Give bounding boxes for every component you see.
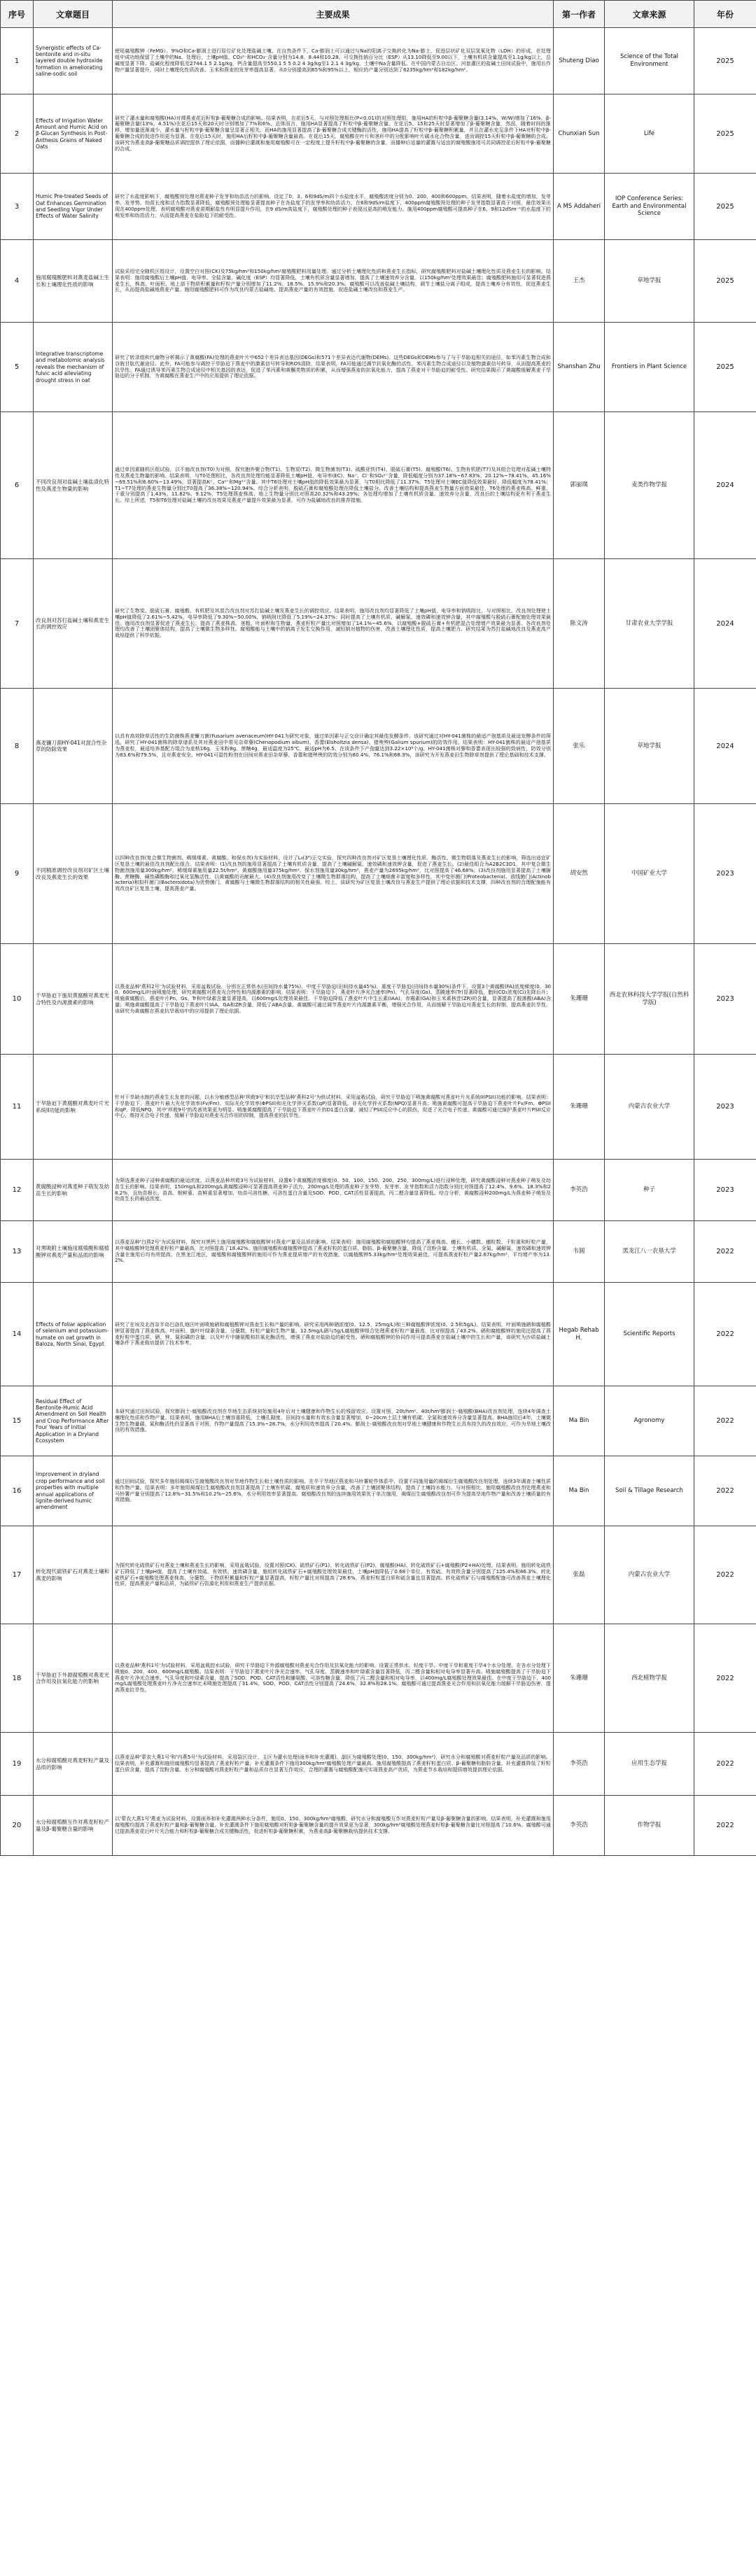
cell-journal: 麦类作物学报	[605, 412, 694, 559]
cell-no: 1	[1, 28, 34, 94]
cell-result: 以四种改良剂(复合微生物菌剂、稀缀煤素、黄腐酸、和保水剂)为实验材料，设计了L₉(3⁴)正交实验，探究四种改良剂对矿区复垦土壤理化性质、酶活性、微生物群落及燕麦生长的影响，筛选出适宜矿区复垦土壤的最佳改良剂配比组合。结果表明：(1)改良剂的施用显著提高了土壤有机质含量，提高了土壤碱解氮、速效磷和速效钾含量，促进了燕麦生长。(2)最佳组合为A2B2C3D1，其中复合微生物菌剂施用量300kg/hm²、稀缀煤素施用量22.5t/hm²、黄腐酸施用量375kg/hm²、保水剂施用量30kg/hm²，燕麦产量为2695kg/hm²，比对照提高了46.68%。(3)改良剂施用显著提高了土壤脲酶、蔗糖酶、碱性磷酸酶和过氧化氢酶活性，以黄腐酸的贡献最大。(4)改良剂施用改变了土壤微生物群落结构，提高了土壤细菌丰富度和多样性，其中变形菌门(Proteobacteria)、放线菌门(Actinobacteria)和拟杆菌门(Bacteroidota)为优势菌门，黄腐酸与土壤微生物群落结构的相关性最强。综上，该研究为矿区复垦土壤改良与燕麦生产提供了理论依据和技术支撑，四种改良剂的合理配施能有效改良矿区复垦土壤，提高燕麦产量。	[113, 804, 554, 944]
table-row	[1, 94, 756, 174]
cell-year: 2024	[694, 412, 756, 559]
cell-no: 11	[1, 1055, 34, 1160]
cell-title: 燕麦镰刀菌HY-041对混合性杂草的防除效果	[34, 689, 113, 804]
cell-author: 李英浩	[554, 1733, 605, 1796]
cell-result: 以'蒙农大燕1号'燕麦为试验材料，设置雨养和补充灌溉两种水分条件，施用0、150、300kg/hm²腐殖酸，研究水分和腐殖酸互作对燕麦籽粒产量及β-葡聚糖含量的影响。结果表明，补充灌溉和施用腐殖酸均提高了燕麦籽粒产量和β-葡聚糖含量，补充灌溉条件下施用腐殖酸对籽粒β-葡聚糖含量的提升效果更为显著，300kg/hm²腐殖酸处理燕麦籽粒β-葡聚糖含量比对照提高了10.6%。腐殖酸可通过提高燕麦花后叶片光合能力和籽粒β-葡聚糖合成关键酶活性，促进籽粒β-葡聚糖积累，为燕麦高β-葡聚糖栽培提供技术支撑。	[113, 1796, 554, 1856]
cell-title: 干旱胁迫下施用黄腐酸对燕麦光合特性及内源激素的影响	[34, 944, 113, 1055]
cell-result: 以燕麦品种'蒙农大燕1号'和'内燕5号'为试验材料，采用裂区设计，主区为灌水处理(雨养和补充灌溉)，副区为腐殖酸处理(0、150、300kg/hm²)，研究水分和腐殖酸对燕麦籽粒产量及品质的影响。结果表明，补充灌溉和施用腐殖酸均显著提高了燕麦籽粒产量，补充灌溉条件下施用300kg/hm²腐殖酸处理产量最高。施用腐殖酸提高了燕麦籽粒蛋白质、β-葡聚糖和脂肪含量，补充灌溉降低了籽粒蛋白质含量，提高了淀粉含量。水分和腐殖酸对燕麦籽粒产量和品质存在显著互作效应，合理的灌溉与腐殖酸配施可实现燕麦高产优质，为燕麦节水栽培和提质增效提供理论依据。	[113, 1733, 554, 1796]
cell-journal: Scientific Reports	[605, 1283, 694, 1386]
cell-no: 17	[1, 1526, 34, 1624]
cell-title: Improvement in dryland crop performance and soil properties with multiple annual applications of lignite-derived humic amendment	[34, 1456, 113, 1526]
table-header-row	[1, 1, 756, 28]
cell-journal: 作物学报	[605, 1796, 694, 1856]
table-row	[1, 1283, 756, 1386]
table-row	[1, 559, 756, 689]
cell-author: 张乐	[554, 689, 605, 804]
cell-year: 2024	[694, 689, 756, 804]
header-author: 第一作者	[554, 1, 605, 28]
cell-year: 2022	[694, 1386, 756, 1456]
table-row	[1, 944, 756, 1055]
cell-year: 2023	[694, 804, 756, 944]
cell-journal: 草地学报	[605, 689, 694, 804]
cell-year: 2022	[694, 1624, 756, 1733]
cell-year: 2023	[694, 1160, 756, 1221]
cell-title: 转化现代硫铁矿石对燕麦土壤和燕麦的影响	[34, 1526, 113, 1624]
table-row	[1, 240, 756, 323]
cell-journal: 中国矿业大学	[605, 804, 694, 944]
cell-year: 2023	[694, 1055, 756, 1160]
cell-no: 3	[1, 174, 34, 240]
cell-year: 2022	[694, 1221, 756, 1283]
cell-title: 黄腐酸浸种对燕麦种子萌发及幼苗生长的影响	[34, 1160, 113, 1221]
cell-no: 12	[1, 1160, 34, 1221]
cell-title: Residual Effect of Bentonite-Humic Acid Amendment on Soil Health and Crop Performance After Four Years of Initial Application in a Dryland Ecosystem	[34, 1386, 113, 1456]
table-row	[1, 1456, 756, 1526]
cell-journal: 西北农林科技大学学报(自然科学版)	[605, 944, 694, 1055]
cell-author: A MS Addaheri	[554, 174, 605, 240]
cell-author: 胡安然	[554, 804, 605, 944]
header-year: 年份	[694, 1, 756, 28]
cell-no: 4	[1, 240, 34, 323]
cell-no: 6	[1, 412, 34, 559]
cell-result: 研究了灌水量和腐殖酸(HA)对裸燕麦花后籽粒β-葡聚糖合成的影响。结果表明，在花后5天，与对照处理相比(P<0.01)的对照处理组，施用HA的籽粒中β-葡聚糖含量(3.14%，W/W)增加了16%，β-葡聚糖含量(13%、4.51%)在花后15天和20天时分别增加了7%和6%，总体而言，施用HA显著提高了籽粒中β-葡聚糖含量。在花后5、15和25天时显著增加了β-葡聚糖含量，然而，随着时间的推移，增加量逐渐减少，灌水量与籽粒中β-葡聚糖含量呈显著正相关，而HA的施用显著提高了β-葡聚糖合成关键酶的活性，施用HA提高了籽粒中β-葡聚糖积累量，并且在灌水充足条件下HA对籽粒中β-葡聚糖合成的促进作用更为显著。在花后15天时，施用HA后籽粒中β-葡聚糖含量最高。在花后15天，腐殖酸在叶片和茎秆中的分配影响叶片碳水化合物含量，进而调控15天籽粒中β-葡聚糖的合成。该研究为燕麦高β-葡聚糖品质调控提供了理论依据，而播种后灌溉和施用腐殖酸可在一定程度上提升籽粒中β-葡聚糖的含量，而播种后适量的灌溉与适宜的腐殖酸施用可共同调控花后籽粒中β-葡聚糖的合成。	[113, 94, 554, 174]
cell-title: 水分和腐殖酸对燕麦籽粒产量及品质的影响	[34, 1733, 113, 1796]
cell-title: 对黑吸附土壤施用腐殖酸和腐植酸钾对燕麦产量和品质的影响	[34, 1221, 113, 1283]
cell-author: Shanshan Zhu	[554, 323, 605, 412]
cell-year: 2022	[694, 1456, 756, 1526]
cell-result: 本研究通过田间试验，探究膨润土-腐殖酸改良剂在旱地生态系统初始施用4年后对土壤健康和作物生长的残留效应。设置对照、20t/hm²、40t/hm²膨润土-腐殖酸(BHA)改良剂处理，连续4年调查土壤理化性质和作物产量。结果表明，施用BHA后土壤容重降低，土壤孔隙度、田间持水量和有效水含量显著增加，0~20cm土层土壤有机碳、全氮和速效养分含量显著提高。BHA施用后4年，土壤微生物生物量碳、氮和酶活性仍显著高于对照，作物产量提高了15.3%~28.7%，水分利用效率提高了20.4%。膨润土-腐殖酸改良剂对旱地土壤健康和作物生长具有持久的改良效应，可作为旱地土壤改良的有效措施。	[113, 1386, 554, 1456]
cell-no: 16	[1, 1456, 34, 1526]
cell-year: 2025	[694, 94, 756, 174]
table-row	[1, 1526, 756, 1624]
cell-result: 通过单因素随机区组试验，以不施改良剂(T0)为对照，探究胞外聚合物(T1)、生物炭(T2)、微生物菌剂(T3)、硫酸亚铁(T4)、脱硫石膏(T5)、腐殖酸(T6)、生物有机肥(T7)及其组合处理对盐碱土壤特性及燕麦生物量的影响。结果表明，与T0处理相比，各改良剂处理均能显著降低土壤pH值、电导率(EC)、Na⁺、Cl⁻和SO₄²⁻含量，降低幅度分别为37.18%~67.83%、20.12%~78.41%、45.16%~69.51%和6.60%~13.49%，显著提高K⁺、Ca²⁺和Mg²⁺含量。其中T6处理对土壤pH值的降低效果最为显著，与T0相比降低了11.37%，T5处理对土壤EC值降低效果最好，降低幅度为78.41%；T1~T7处理的燕麦生物量分别比T0提高了36.38%~120.94%。综合分析表明，脱硫石膏和腐殖酸处理在降低土壤盐分、改善土壤结构和提高燕麦生物量方面效果最佳，T6处理的燕麦株高、鲜重、干重分别提高了1.43%、11.82%、9.12%，T5处理燕麦株高、地上生物量分别比对照高20.32%和43.29%；各处理均增加了土壤有机质含量、速效养分含量，改良后的土壤结构更有利于燕麦生长。综上所述，T5和T6处理对盐碱土壤的改良效果及燕麦产量提升效果最为显著，可作为盐碱地改良的推荐措施。	[113, 412, 554, 559]
cell-author: 李英浩	[554, 1796, 605, 1856]
cell-journal: 内蒙古农业大学	[605, 1526, 694, 1624]
cell-year: 2022	[694, 1283, 756, 1386]
cell-author: 李英浩	[554, 1160, 605, 1221]
header-no: 序号	[1, 1, 34, 28]
table-row	[1, 412, 756, 559]
cell-year: 2025	[694, 240, 756, 323]
cell-no: 15	[1, 1386, 34, 1456]
cell-result: 研究了水盐度影响下，腐殖酸预处理对燕麦种子发芽和幼苗活力的影响。设定了0、3、6和9dS/m四个水盐度水平，腐殖酸浓度分别为0、200、400和600ppm。结果表明，随着水盐度的增加，发芽率、发芽势、幼苗长度和活力指数显著降低，腐殖酸预处理能显著提高种子在各盐度下的发芽率和幼苗活力。在6和9dS/m盐度下，400ppm腐殖酸预处理的种子发芽指数显著高于对照，最佳效果出现在400ppm处理，表明腐殖酸对燕麦苗期耐盐性有明显提升作用，在9 dS/m高盐度下，腐殖酸处理的种子表现出更高的萌发能力。施用400ppm腐殖酸可提高种子在6、9和12dSm⁻¹的水盐度下的萌发率和幼苗活力，从而提高燕麦在盐胁迫下的耐受性。	[113, 174, 554, 240]
table-row	[1, 1796, 756, 1856]
cell-result: 使用腐殖酸钾（FeMG）、9%O和Ca-膨润土进行原位矿化处理盐碱土壤。在自然条件下，Ca-膨润土可以通过与Na的阳离子交换转化为Na-膨土，促进层状矿化双层氢氧化物（LDH）的形成，在处理组中成功地保留了土壤中的Na。处理后，土壤pH值、CO₃²⁻和HCO₃⁻含量分别为14.8、8.44和10.28、可交换性钠百分比（ESP）从13.10降低至9.00以下，土壤有机质含量提高至1.1g/kg以上，总碱度显著下降。盐碱化程度降低至2744.1 5 2.1g/kg，钙含量提高至550.1 5 5 0.2 4 3g/kg至1 2.1 4 3g/kg，土壤中Na含量降低。在中国内蒙古自治区、河套灌区的盐碱土田间试验中，施用后作物产量显著提升，同时土壤理化性质改善。玉米和燕麦的发芽率提高显著，从0分别提高到65%和95%以上，相应的产量分别达到了6235kg/hm²和182kg/hm²。	[113, 28, 554, 94]
cell-no: 14	[1, 1283, 34, 1386]
cell-title: Effects of Irrigation Water Amount and Humic Acid on β-Glucan Synthesis in Post-Anthesis Grains of Naked Oats	[34, 94, 113, 174]
cell-author: Shuteng Diao	[554, 28, 605, 94]
cell-no: 7	[1, 559, 34, 689]
cell-author: 朱珊珊	[554, 944, 605, 1055]
cell-no: 10	[1, 944, 34, 1055]
cell-no: 18	[1, 1624, 34, 1733]
table-row	[1, 1733, 756, 1796]
table-row	[1, 689, 756, 804]
cell-author: Hegab Rehab H.	[554, 1283, 605, 1386]
cell-year: 2022	[694, 1733, 756, 1796]
header-title: 文章题目	[34, 1, 113, 28]
cell-year: 2023	[694, 944, 756, 1055]
cell-author: 韦圆	[554, 1221, 605, 1283]
cell-journal: 种子	[605, 1160, 694, 1221]
cell-result: 通过田间试验，探究多年施用褐煤衍生腐殖酸改良剂对旱地作物生长和土壤性质的影响。在半干旱地区燕麦和马铃薯轮作体系中，设置不同施用量的褐煤衍生腐殖酸改良剂处理，连续3年调查土壤性质和作物产量。结果表明：多年施用褐煤衍生腐殖酸改良剂显著提高了土壤有机碳、腐殖质和速效养分含量，改善了土壤团聚体结构，提高了土壤持水能力。与对照相比，施用腐殖酸改良剂处理燕麦和马铃薯产量分别提高了12.8%~31.5%和10.2%~25.6%，水分利用效率显著提高。腐殖酸改良剂的连续施用效果优于单次施用，褐煤衍生腐殖酸改良剂可作为提高旱地作物产量和改善土壤质量的有效措施。	[113, 1456, 554, 1526]
cell-result: 研究了生物炭、脱硫石膏、腐殖酸、有机肥及其混合改良剂对苏打盐碱土壤及燕麦生长的调控效应。结果表明，施用改良剂均显著降低了土壤pH值、电导率和钠吸附比，与对照相比，改良剂处理使土壤pH值降低了2.61%~5.42%，电导率降低了9.30%~50.00%，钠吸附比降低了5.19%~24.37%；同时提高了土壤有机质、碱解氮、速效磷和速效钾含量，其中腐殖酸与脱硫石膏配施处理效果最佳。施用改良剂显著促进了燕麦生长，提高了燕麦株高、茎粗、叶面积和生物量，燕麦籽粒产量比对照增加了14.1%~45.6%，以腐殖酸+脱硫石膏+有机肥混合处理增产效果最为显著。各改良剂处理均改善了土壤团聚体结构，提高了土壤微生物多样性。腐殖酸能与土壤中的钠离子发生交换作用，减轻钠对植物的伤害，改善土壤理化性质，提高土壤肥力。研究结果为苏打盐碱地改良及燕麦高产栽培提供了科学依据。	[113, 559, 554, 689]
cell-result: 为筛选燕麦种子浸种黄腐酸的最适浓度，以燕麦品种坝莜3号为试验材料，设置6个黄腐酸浓度梯度(0、50、100、150、200、250、300mg/L)进行浸种处理，研究黄腐酸浸种对燕麦种子萌发及幼苗生长的影响。结果表明，150mg/L和200mg/L黄腐酸浸种可显著提高燕麦种子活力，200mg/L处理的燕麦种子发芽势、发芽率、发芽指数和活力指数分别比对照提高了12.4%、9.6%、18.3%和28.2%，且幼苗根长、苗高、根鲜重、苗鲜重显著增加，幼苗可溶性糖、可溶性蛋白含量及SOD、POD、CAT活性显著提高，丙二醛含量显著降低。综合分析，黄腐酸浸种200mg/L为燕麦种子萌发及幼苗生长的最适浓度。	[113, 1160, 554, 1221]
table-row	[1, 1624, 756, 1733]
cell-author: Chunxian Sun	[554, 94, 605, 174]
cell-result: 为探究转化硫铁矿石对燕麦土壤和燕麦生长的影响，采用盆栽试验，设置对照(CK)、硫铁矿石(P1)、转化硫铁矿石(P2)、腐殖酸(HA)、转化硫铁矿石+腐殖酸(P2+HA)处理。结果表明，施用转化硫铁矿石降低了土壤pH值，提高了土壤有效硫、有效铁、速效磷含量，施用转化硫铁矿石+腐殖酸处理效果最佳，土壤pH值降低了0.68个单位，有效硫、有效铁含量分别提高了125.4%和86.3%。转化硫铁矿石+腐殖酸处理燕麦株高、分蘖数、干物质积累量和籽粒产量显著提高，籽粒产量比对照提高了28.6%，燕麦籽粒蛋白质和硫含量也显著提高。转化硫铁矿石与腐殖酸配施可改善燕麦土壤理化性质，提高燕麦产量和品质，为硫铁矿石资源化利用和燕麦生产提供依据。	[113, 1526, 554, 1624]
cell-journal: IOP Conference Series: Earth and Environmental Science	[605, 174, 694, 240]
cell-title: Effects of foliar application of selenium and potassium-humate on oat growth in Baloza, North Sinai, Egypt	[34, 1283, 113, 1386]
table-row	[1, 323, 756, 412]
cell-journal: Science of the Total Environment	[605, 28, 694, 94]
table-row	[1, 174, 756, 240]
cell-no: 2	[1, 94, 34, 174]
cell-journal: Soil & Tillage Research	[605, 1456, 694, 1526]
cell-result: 以具有高效除草活性的生防菌株燕麦镰刀菌(Fusarium avenaceum)HY-041为研究对象，通过单因素与正交设计确定其最佳发酵条件。该研究通过对HY-041菌株的最适产孢基质及最适发酵条件的筛选，研究了HY-041菌株的除草谱系及其对燕麦田中常见杂草藜(Chenopodium album)、香薷(Elsholtzia densa)、猪殃殃(Galium spurium)的防效作用。结果表明：HY-041菌株的最适产孢基质为燕麦粒，最适培养基配方组合为麦麸16g、玉米粉8g、蔗糖4g，最适温度为25℃，最适pH为6.5。在该条件下产孢量达到3.22×10⁸个/g。HY-041菌株对藜和香薷表现出较强的致病性，防效分别为83.6%和79.5%，且对燕麦安全。HY-041可湿性粉剂在田间对燕麦田杂草藜、香薷和猪殃殃的防效分别为80.4%、76.1%和68.3%，该研究为开发燕麦田生物除草剂提供了理论基础和技术支撑。	[113, 689, 554, 804]
cell-result: 试验采用完全随机区组设计，设置空白对照(CK)及75kg/hm²和150kg/hm²腐殖酸肥料用量处理。通过分析土壤理化性质和燕麦生长指标，研究腐殖酸肥料对盐碱土壤理化性质及燕麦生长的影响。结果表明：施用腐殖酸后土壤pH值、电导率、全盐含量、碱化度（ESP）均显著降低，土壤有机质含量显著增加，提高了土壤速效养分含量，以150kg/hm²处理效果最佳；腐殖酸肥料施用可显著促进燕麦生长，株高、叶面积、地上部干物质积累量和籽粒产量分别增加了11.2%、18.5%、15.9%和20.3%。腐殖酸可以改善盐碱土壤结构，调节土壤盐分离子组成，提高土壤养分有效性，促进燕麦生长，从而提高盐碱地燕麦产量。施用腐殖酸肥料可作为改良内蒙古盐碱地、提高燕麦产量的有效措施，促进盐碱土壤改良和燕麦生产。	[113, 240, 554, 323]
cell-title: 不同精准调控改良剂对矿区土壤改良及燕麦生长的效果	[34, 804, 113, 944]
cell-no: 5	[1, 323, 34, 412]
cell-author: Ma Bin	[554, 1456, 605, 1526]
cell-journal: 西北植物学报	[605, 1624, 694, 1733]
cell-year: 2025	[694, 28, 756, 94]
table-row	[1, 1160, 756, 1221]
cell-journal: 甘肃农业大学学报	[605, 559, 694, 689]
cell-journal: Life	[605, 94, 694, 174]
cell-title: 不同改良剂对盐碱土壤盐渍化特性及燕麦生物量的影响	[34, 412, 113, 559]
cell-journal: Frontiers in Plant Science	[605, 323, 694, 412]
cell-author: 朱珊珊	[554, 1624, 605, 1733]
cell-year: 2025	[694, 323, 756, 412]
cell-no: 19	[1, 1733, 34, 1796]
cell-no: 9	[1, 804, 34, 944]
cell-author: 张磊	[554, 1526, 605, 1624]
cell-result: 研究了在埃及北西奈半岛巴洛扎地区叶面喷施硒和腐植酸钾对燕麦生长和产量的影响。研究采用两种硒浓度(0、12.5、25mg/L)和三种腐植酸钾浓度(0、2.5和5g/L)。结果表明，叶面喷施硒和腐植酸钾显著提高了燕麦株高、叶面积、旗叶叶绿素含量、分蘖数、籽粒产量和生物产量。12.5mg/L硒与5g/L腐植酸钾组合处理燕麦籽粒产量最高，比对照提高了43.2%。硒和腐植酸钾的施用还提高了燕麦籽粒中蛋白质、硒、钾、氮和磷的含量，以及叶片中脯氨酸和抗氧化酶活性，增强了燕麦对盐胁迫的耐受性。硒和腐植酸钾的协同作用可提高燕麦在盐碱土壤中的生长和产量，该研究为沙质盐碱土壤条件下燕麦栽培提供了技术参考。	[113, 1283, 554, 1386]
cell-journal: 应用生态学报	[605, 1733, 694, 1796]
cell-result: 以燕麦品种'燕科2号'为试验材料，采用盆栽试验，分别在正常供水(田间持水量75%)、中度干旱胁迫(田间持水量45%)、重度干旱胁迫(田间持水量30%)条件下，设置3个黄腐酸(FA)浓度梯度(0、300、600mg/L)叶面喷施处理，研究黄腐酸对燕麦光合特性和内源激素的影响。结果表明：干旱胁迫下，燕麦叶片净光合速率(Pn)、气孔导度(Gs)、蒸腾速率(Tr)显著降低，胞间CO₂浓度(Ci)先降后升；喷施黄腐酸后，燕麦叶片Pn、Gs、Tr和叶绿素含量显著提高，以600mg/L处理效果最佳。干旱胁迫降低了燕麦叶片中生长素(IAA)、赤霉素(GA)和玉米素核苷(ZR)的含量，显著提高了脱落酸(ABA)含量；喷施黄腐酸提高了干旱胁迫下燕麦叶片IAA、GA和ZR含量，降低了ABA含量。黄腐酸可通过调节燕麦叶片内源激素平衡，增强光合作用，从而缓解干旱胁迫对燕麦生长的抑制，提高燕麦抗旱性，该研究为黄腐酸在燕麦抗旱栽培中的应用提供了理论依据。	[113, 944, 554, 1055]
cell-author: 王杰	[554, 240, 605, 323]
cell-no: 20	[1, 1796, 34, 1856]
cell-title: 水分和腐殖酸互作对燕麦籽粒产量及β-葡聚糖含量的影响	[34, 1796, 113, 1856]
cell-title: 干旱胁迫下黄腐酸对燕麦叶片光系统II功能的影响	[34, 1055, 113, 1160]
cell-year: 2022	[694, 1796, 756, 1856]
cell-title: 改良剂对苏打盐碱土壤和燕麦生长的调控效应	[34, 559, 113, 689]
cell-year: 2025	[694, 174, 756, 240]
table-row	[1, 1055, 756, 1160]
cell-result: 针对干旱缺水制约燕麦生长发育的问题，以水分敏感型品种'坝莜9号'和抗旱型品种'燕科2号'为供试材料，采用盆栽试验，研究干旱胁迫下喷施黄腐酸对燕麦叶片光系统II(PSII)功能的影响。结果表明：干旱胁迫下，燕麦叶片最大光化学效率(Fv/Fm)、实际光化学效率(ΦPSII)和光化学猝灭系数(qP)显著降低，非光化学猝灭系数(NPQ)显著升高；喷施黄腐酸可提高干旱胁迫下燕麦叶片Fv/Fm、ΦPSII和qP，降低NPQ，其中'坝莜9号'的改善效果更为明显。喷施黄腐酸提高了干旱胁迫下燕麦叶片的D1蛋白含量，减轻了PSII反应中心的损伤，促进了光合电子传递。黄腐酸可通过保护燕麦叶片PSII反应中心，维持光合电子传递，缓解干旱胁迫对燕麦光合作用的抑制，提高燕麦的抗旱性。	[113, 1055, 554, 1160]
cell-author: Ma Bin	[554, 1386, 605, 1456]
cell-author: 朱珊珊	[554, 1055, 605, 1160]
header-journal: 文章来源	[605, 1, 694, 28]
header-result: 主要成果	[113, 1, 554, 28]
cell-title: 施用腐殖酸肥料对燕麦盐碱土生长和土壤理化性质的影响	[34, 240, 113, 323]
cell-author: 陈文涛	[554, 559, 605, 689]
cell-journal: 内蒙古农业大学	[605, 1055, 694, 1160]
cell-result: 以燕麦品种'燕科1号'为试验材料，采用盆栽控水试验，研究干旱胁迫下外源腐殖酸对燕麦光合作用及抗氧化能力的影响。设置正常供水、轻度干旱、中度干旱和重度干旱4个水分处理，在各水分处理下喷施0、200、400、600mg/L腐殖酸。结果表明：干旱胁迫下燕麦叶片净光合速率、气孔导度、蒸腾速率和叶绿素含量显著降低，丙二醛含量和相对电导率显著升高。喷施腐殖酸提高了干旱胁迫下燕麦叶片净光合速率、气孔导度和叶绿素含量，提高了SOD、POD、CAT活性和脯氨酸、可溶性糖含量，降低了丙二醛含量和相对电导率，以400mg/L腐殖酸处理效果最佳。在中度干旱胁迫下，400mg/L腐殖酸处理燕麦叶片净光合速率比未喷施处理提高了31.4%，SOD、POD、CAT活性分别提高了24.6%、32.8%和28.1%。腐殖酸可通过提高燕麦光合作用和抗氧化能力缓解干旱胁迫伤害，提高燕麦抗旱性。	[113, 1624, 554, 1733]
cell-title: Synergistic effects of Ca-bentonite and in-situ layered double hydroxide formation in ameliorating saline-sodic soil	[34, 28, 113, 94]
cell-title: Integrative transcriptome and metabolomic analysis reveals the mechanism of fulvic acid alleviating drought stress in oat	[34, 323, 113, 412]
table-row	[1, 1386, 756, 1456]
table-row	[1, 1221, 756, 1283]
cell-title: Humic Pre-treated Seeds of Oat Enhances Germination and Seedling Vigor Under Effects of Water Salinity	[34, 174, 113, 240]
cell-no: 13	[1, 1221, 34, 1283]
cell-no: 8	[1, 689, 34, 804]
cell-author: 郭丽璞	[554, 412, 605, 559]
cell-result: 以燕麦品种'白燕2号'为试验材料，探究对黑钙土施用腐殖酸和腐植酸钾对燕麦产量及品质的影响。结果表明：施用腐殖酸和腐植酸钾均提高了燕麦株高、穗长、小穗数、穗粒数、千粒重和籽粒产量，其中腐植酸钾处理燕麦籽粒产量最高，比对照提高了18.42%。施用腐殖酸和腐植酸钾提高了燕麦籽粒的蛋白质、脂肪、β-葡聚糖含量，降低了淀粉含量。土壤有机质、全氮、碱解氮、速效磷和速效钾含量在施用后均有所提高。在黑龙江地区，腐殖酸和腐植酸钾的施用可作为燕麦提质增产的有效措施，以腐植酸钾5.33kg/hm²处理效果最佳，可提高燕麦籽粒产量2.67kg/hm²，平均增产率为13.2%。	[113, 1221, 554, 1283]
cell-journal: Agronomy	[605, 1386, 694, 1456]
cell-year: 2024	[694, 559, 756, 689]
cell-result: 研究了转录组和代谢物分析揭示了黄腐酸(FA)处理的燕麦叶片中652个差异表达基因(DEGs)和571个差异表达代谢物(DEMs)。这些DEGs和DEMs参与了与干旱胁迫相关的途径，如苯丙素生物合成和谷胱甘肽代谢途径。此外，FA可能参与调控干旱胁迫下燕麦中的激素信号转导和ROS清除，结果表明，FA可能通过调节抗氧化酶的活性、苯丙素生物合成途径以及植物激素信号转导，从而提高燕麦的抗旱性。FA通过诱导苯丙素生物合成途径中相关基因的表达，促进了苯丙素和黄酮类物质的积累，从而增强燕麦的抗氧化能力，提高了燕麦对干旱胁迫的耐受性。研究结果揭示了黄腐酸缓解燕麦干旱胁迫的分子机制，为黄腐酸在燕麦生产中的应用提供了理论依据。	[113, 323, 554, 412]
table-row	[1, 28, 756, 94]
cell-title: 干旱胁迫下外源腐殖酸对燕麦光合作用及抗氧化能力的影响	[34, 1624, 113, 1733]
table-row	[1, 804, 756, 944]
cell-journal: 草地学报	[605, 240, 694, 323]
cell-journal: 黑龙江八一农垦大学	[605, 1221, 694, 1283]
cell-year: 2022	[694, 1526, 756, 1624]
